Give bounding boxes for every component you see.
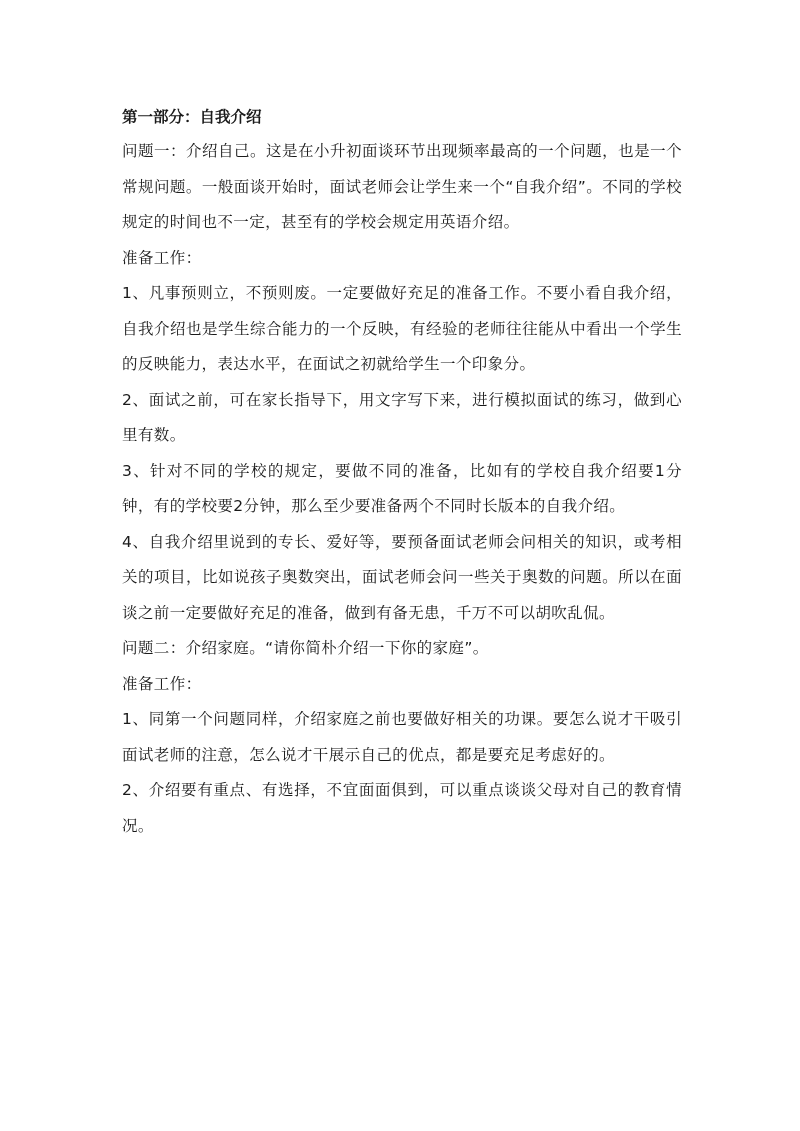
question-2-item-1: 1、同第一个问题同样，介绍家庭之前也要做好相关的功课。要怎么说才干吸引面试老师的注意，怎么说才干展示自己的优点，都是要充足考虑好的。 bbox=[122, 710, 682, 764]
section-title: 第一部分：自我介绍 bbox=[122, 108, 262, 126]
question-1-item-2: 2、面试之前，可在家长指导下，用文字写下来，进行模拟面试的练习，做到心里有数。 bbox=[122, 390, 682, 444]
question-1-item-1: 1、凡事预则立，不预则废。一定要做好充足的准备工作。不要小看自我介绍，自我介绍也是学生综合能力的一个反映，有经验的老师往往能从中看出一个学生的反映能力，表达水平，在面试之初就给学生一个印象分。 bbox=[122, 284, 682, 373]
document-body bbox=[122, 100, 682, 844]
question-2-item-2: 2、介绍要有重点、有选择，不宜面面俱到，可以重点谈谈父母对自己的教育情况。 bbox=[122, 781, 682, 835]
question-1-item-4: 4、自我介绍里说到的专长、爱好等，要预备面试老师会问相关的知识，或考相关的项目，比如说孩子奥数突出，面试老师会问一些关于奥数的问题。所以在面谈之前一定要做好充足的准备，做到有备无患，千万不可以胡吹乱侃。 bbox=[122, 532, 682, 622]
question-1-item-3: 3、针对不同的学校的规定，要做不同的准备，比如有的学校自我介绍要1分钟，有的学校要2分钟，那么至少要准备两个不同时长版本的自我介绍。 bbox=[122, 461, 682, 515]
question-2-prep-label: 准备工作： bbox=[122, 674, 202, 693]
question-1-text: 问题一：介绍自己。这是在小升初面谈环节出现频率最高的一个问题，也是一个常规问题。一般面谈开始时，面试老师会让学生来一个“自我介绍”。不同的学校规定的时间也不一定，甚至有的学校会规定用英语介绍。 bbox=[122, 142, 682, 231]
question-2-text: 问题二：介绍家庭。“请你简朴介绍一下你的家庭”。 bbox=[122, 639, 489, 657]
question-1-prep-label: 准备工作： bbox=[122, 248, 202, 267]
